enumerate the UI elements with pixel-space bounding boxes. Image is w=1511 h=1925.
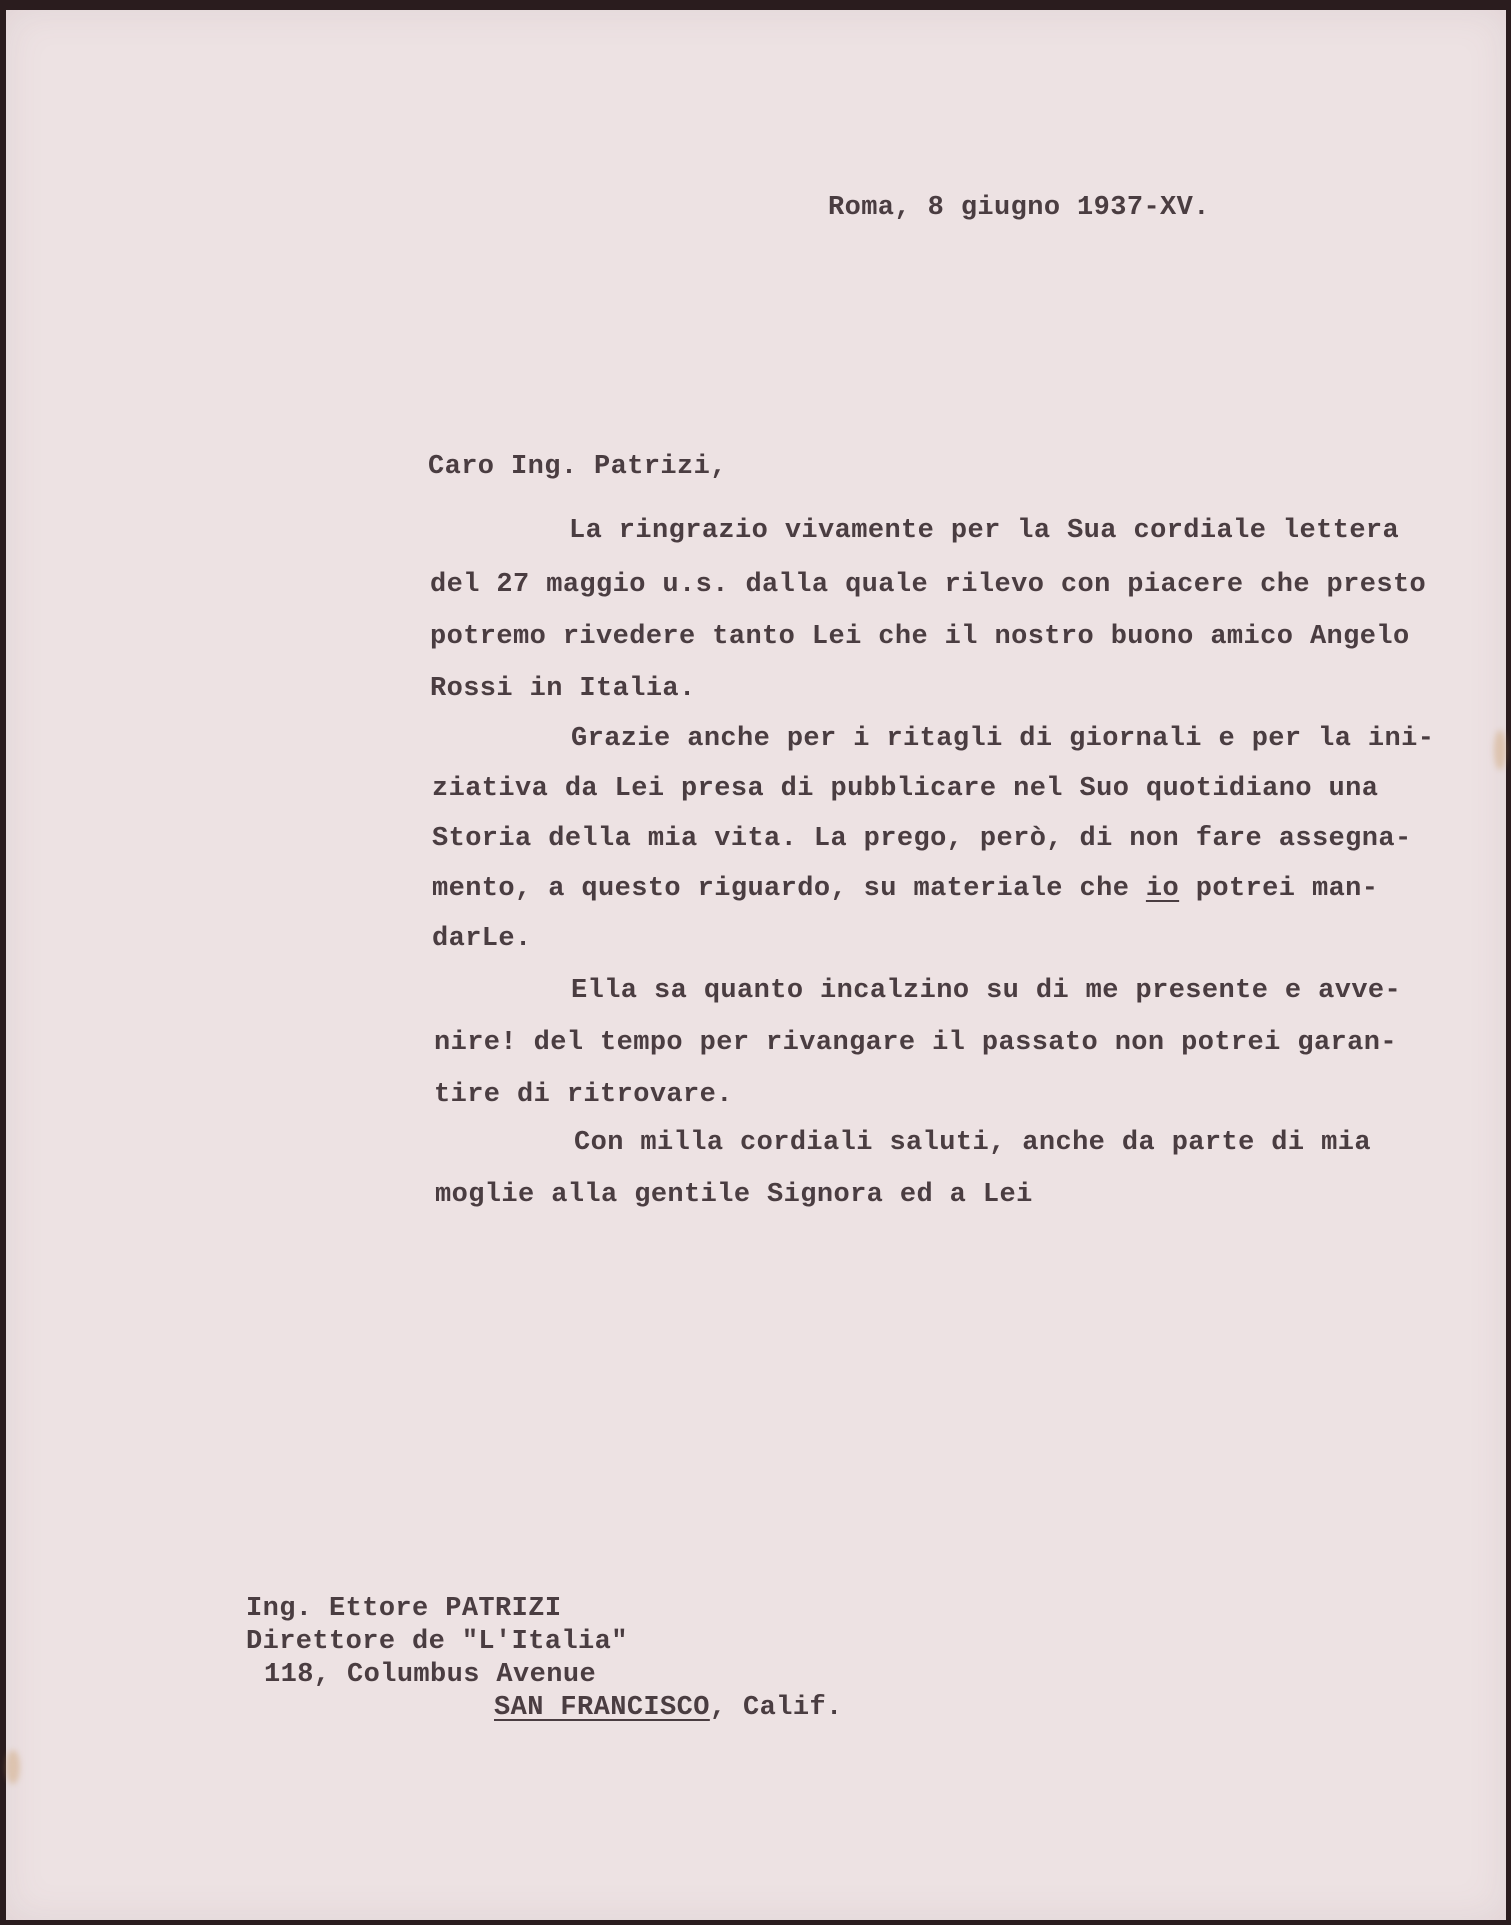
paper-stain [1494,730,1506,770]
address-name: Ing. Ettore PATRIZI [246,1594,562,1624]
paper-stain [6,1750,20,1784]
body-line [432,874,1378,904]
body-line: moglie alla gentile Signora ed a Lei [435,1180,1033,1210]
body-line-text: mento, a questo riguardo, su materiale che [432,874,1146,904]
body-line: Storia della mia vita. La prego, però, di non fare assegna- [432,824,1412,854]
body-line: tire di ritrovare. [434,1080,733,1110]
salutation: Caro Ing. Patrizi, [428,452,727,482]
body-line: ziativa da Lei presa di pubblicare nel Suo quotidiano una [432,774,1379,804]
body-line: Con milla cordiali saluti, anche da parte di mia [574,1128,1371,1158]
body-line: Rossi in Italia. [430,674,696,704]
body-line: La ringrazio vivamente per la Sua cordiale lettera [569,516,1400,546]
body-line: Ella sa quanto incalzino su di me presente e avve- [571,976,1402,1006]
address-state: , Calif. [709,1693,843,1723]
letter-page [6,10,1506,1920]
address-title: Direttore de "L'Italia" [246,1627,628,1657]
address-city: SAN FRANCISCO [494,1693,710,1723]
dateline: Roma, 8 giugno 1937-XV. [828,193,1210,223]
body-line: darLe. [432,924,532,954]
underlined-word: io [1145,874,1180,904]
body-line-text: potrei man- [1179,874,1379,904]
address-city-line [494,1693,843,1723]
body-line: del 27 maggio u.s. dalla quale rilevo con piacere che presto [430,570,1427,600]
body-line: Grazie anche per i ritagli di giornali e per la ini- [571,724,1435,754]
body-line: nire! del tempo per rivangare il passato non potrei garan- [434,1028,1397,1058]
address-street: 118, Columbus Avenue [264,1660,597,1690]
body-line: potremo rivedere tanto Lei che il nostro buono amico Angelo [430,622,1410,652]
